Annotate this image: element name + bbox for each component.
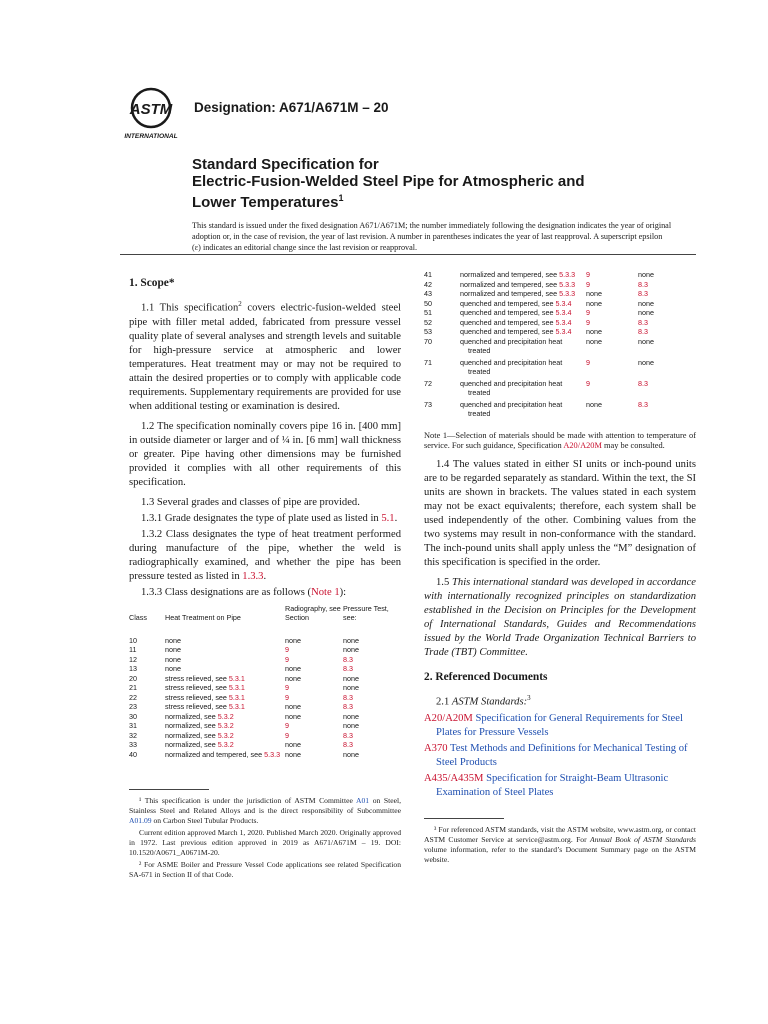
section-link[interactable]: 5.3.1: [228, 692, 245, 702]
title-line-3: Lower Temperatures$^1$: [192, 193, 344, 211]
radiography-cell[interactable]: 9: [285, 721, 289, 731]
heat-treatment-cell: quenched and tempered, see 5.3.4: [460, 308, 572, 317]
heat-treatment-continuation: treated: [468, 346, 491, 355]
pressure-test-cell[interactable]: 8.3: [343, 740, 353, 750]
pressure-test-cell: none: [638, 298, 654, 308]
class-designation-table-continued: [424, 270, 696, 421]
table-row: [424, 289, 696, 299]
class-cell: 42: [424, 279, 432, 289]
radiography-cell: none: [586, 327, 602, 336]
class-cell: 31: [129, 721, 137, 731]
pressure-test-cell: none: [638, 336, 654, 346]
paragraph-1-5: 1.5 This international standard was developed in accordance with internationally recognized principles on standardization established in the Decision on Principles for the Development of International Standards, Guides and Recommendations issued by the World Trade Organization Technical Barriers to Trade (TBT) Committee.: [424, 576, 697, 658]
class-cell: 11: [129, 645, 137, 655]
heat-treatment-cell: quenched and tempered, see 5.3.4: [460, 317, 572, 327]
document-title: [192, 156, 632, 211]
radiography-cell[interactable]: 9: [586, 378, 590, 388]
paragraph-1-3: 1.3 Several grades and classes of pipe are provided.: [141, 496, 360, 508]
heat-treatment-cell: none: [165, 635, 181, 645]
heat-treatment-cell: quenched and precipitation heat treated: [454, 358, 586, 379]
table-row: [424, 400, 696, 421]
paragraph-1-3-3: 1.3.3 Class designations are as follows (Note 1):: [141, 586, 347, 598]
class-cell: 40: [129, 749, 137, 759]
paragraph-1-4: 1.4 The values stated in either SI units or inch-pound units are to be regarded separately as standard. Within the text, the SI units are shown in brackets. The values stated in each system may not be exact equivalents; therefore, each system shall be used independently of the other. Combining values from the two systems may result in non-conformance with the standard. The inch-pound units shall apply unless the “M” designation of this specification is specified in the order.: [424, 458, 696, 568]
pressure-test-cell: none: [638, 270, 654, 279]
class-designation-table: [129, 604, 401, 760]
pressure-test-cell: none: [638, 357, 654, 367]
class-cell: 12: [129, 654, 137, 664]
left-column: [129, 276, 401, 882]
title-line-1: Standard Specification for: [192, 156, 379, 173]
footnote-3: ³ For referenced ASTM standards, visit the ASTM website, www.astm.org, or contact ASTM Customer Service at service@astm.org. For Annual Book of ASTM Standards volume information, refer to the standard’s Document Summary page on the ASTM website.: [424, 825, 697, 865]
document-title[interactable]: Specification for Straight-Beam Ultrasonic Examination of Steel Plates: [436, 773, 669, 799]
class-cell: 13: [129, 664, 137, 674]
class-cell: 52: [424, 317, 432, 327]
heat-treatment-continuation: treated: [468, 367, 491, 376]
radiography-cell: none: [285, 635, 301, 645]
paragraph-1-3-2: 1.3.2 Class designates the type of heat treatment performed during manufacture of the pipe, whether the weld is radiographically examined, and whether the pipe has been pressure tested as listed in 1.3.3.: [129, 528, 401, 582]
table-row: [129, 750, 401, 760]
table-row: [424, 337, 696, 358]
heat-treatment-cell: stress relieved, see 5.3.1: [165, 683, 245, 693]
link-5-1[interactable]: 5.1: [381, 512, 395, 524]
pressure-test-cell: none: [343, 635, 359, 645]
svg-text:INTERNATIONAL: INTERNATIONAL: [124, 133, 178, 140]
pressure-test-cell[interactable]: 8.3: [638, 378, 648, 388]
radiography-cell: none: [285, 702, 301, 712]
table-header-heat-treatment: Heat Treatment on Pipe: [165, 613, 241, 623]
table-row: [129, 731, 401, 741]
header-divider: [120, 254, 696, 255]
class-cell: 10: [129, 635, 137, 645]
class-cell: 51: [424, 308, 432, 317]
section-link[interactable]: 5.3.4: [555, 308, 572, 317]
table-row: [129, 712, 401, 722]
table-row: [424, 308, 696, 318]
table-row: [129, 645, 401, 655]
class-cell: 70: [424, 336, 432, 346]
heat-treatment-cell: normalized, see 5.3.2: [165, 730, 234, 740]
svg-text:ASTM: ASTM: [129, 101, 173, 118]
paragraph-1-2: 1.2 The specification nominally covers pipe 16 in. [400 mm] in outside diameter or larger and of ¼ in. [6 mm] wall thickness or greater. Pipe having other dimensions may be furnished provided it complies with all other requirements of this specification.: [129, 420, 401, 488]
pressure-test-cell: none: [343, 673, 359, 683]
section-link[interactable]: 5.3.4: [555, 298, 572, 308]
table-header-pressure-test: Pressure Test, see:: [343, 603, 389, 623]
section-heading-referenced-documents: 2. Referenced Documents: [424, 670, 548, 683]
heat-treatment-cell: quenched and precipitation heat treated: [454, 379, 586, 400]
section-link[interactable]: 5.3.1: [228, 683, 245, 693]
footnote-2: ² For ASME Boiler and Pressure Vessel Code applications see related Specification SA-671 in Section II of that Code.: [129, 860, 401, 880]
referenced-document-item[interactable]: [424, 772, 696, 800]
table-header-class: Class: [129, 613, 147, 623]
link-1-3-3[interactable]: 1.3.3: [242, 570, 264, 582]
pressure-test-cell: none: [343, 645, 359, 655]
class-cell: 32: [129, 730, 137, 740]
radiography-cell: none: [285, 664, 301, 674]
section-heading-scope: 1. Scope*: [129, 277, 175, 289]
radiography-cell: none: [285, 673, 301, 683]
pressure-test-cell[interactable]: 8.3: [638, 289, 648, 298]
section-link[interactable]: 5.3.1: [228, 702, 245, 712]
class-cell: 71: [424, 357, 432, 367]
document-title[interactable]: Test Methods and Definitions for Mechanical Testing of Steel Products: [436, 743, 688, 769]
class-cell: 41: [424, 270, 432, 279]
class-cell: 43: [424, 289, 432, 298]
heat-treatment-cell: stress relieved, see 5.3.1: [165, 673, 245, 683]
radiography-cell[interactable]: 9: [285, 692, 289, 702]
class-cell: 53: [424, 327, 432, 336]
heat-treatment-continuation: treated: [468, 409, 491, 418]
pressure-test-cell: none: [343, 683, 359, 693]
table-row: [424, 358, 696, 379]
table-row: [129, 664, 401, 674]
heat-treatment-cell: normalized, see 5.3.2: [165, 721, 234, 731]
section-link[interactable]: 5.3.1: [228, 673, 245, 683]
title-line-2: Electric-Fusion-Welded Steel Pipe for Atmospheric and: [192, 173, 585, 190]
pressure-test-cell: none: [343, 711, 359, 721]
section-link[interactable]: 5.3.3: [559, 289, 576, 298]
section-link[interactable]: 5.3.3: [559, 279, 576, 289]
heat-treatment-cell: quenched and tempered, see 5.3.4: [460, 327, 572, 336]
radiography-cell: none: [285, 711, 301, 721]
class-cell: 33: [129, 740, 137, 750]
heat-treatment-cell: normalized, see 5.3.2: [165, 740, 234, 750]
heat-treatment-cell: normalized and tempered, see 5.3.3: [460, 270, 576, 279]
footnote-1: ¹ This specification is under the jurisdiction of ASTM Committee A01 on Steel, Stainless Steel and Related Alloys and is the direct responsibility of Subcommittee A01.09 on Carbon Steel Tubular Products.: [129, 796, 401, 826]
pressure-test-cell[interactable]: 8.3: [343, 702, 353, 712]
table-row: [424, 327, 696, 337]
table-row: [129, 683, 401, 693]
section-link[interactable]: 5.3.2: [217, 721, 234, 731]
class-cell: 22: [129, 692, 137, 702]
pressure-test-cell: none: [638, 308, 654, 317]
document-code[interactable]: A435/A435M: [424, 773, 484, 785]
pressure-test-cell[interactable]: 8.3: [343, 664, 353, 674]
section-link[interactable]: 5.3.3: [559, 270, 576, 279]
pressure-test-cell[interactable]: 8.3: [638, 317, 648, 327]
radiography-cell: none: [586, 298, 602, 308]
section-link[interactable]: 5.3.3: [264, 749, 281, 759]
class-cell: 30: [129, 711, 137, 721]
section-link[interactable]: 5.3.2: [217, 711, 234, 721]
paragraph-2-1: 2.1 ASTM Standards:$^3$: [436, 693, 531, 708]
table-row: [129, 636, 401, 646]
class-cell: 50: [424, 298, 432, 308]
footnote-1-edition: Current edition approved March 1, 2020. Published March 2020. Originally approved in 1972. Last previous edition approved in 2019 as A671/A671M – 19. DOI: 10.1520/A0671_A0671M-20.: [129, 828, 401, 858]
radiography-cell[interactable]: 9: [586, 317, 590, 327]
radiography-cell[interactable]: 9: [586, 308, 590, 317]
table-row: [129, 693, 401, 703]
paragraph-1-1: 1.1 This specification$^2$ covers electric-fusion-welded steel pipe with filler metal added, fabricated from pressure vessel quality plate of several analyses and strength levels and suitable for high-pressure service at atmospheric and lower temperatures. Heat treatment may or may not be required to attain the desired properties or to comply with applicable code requirements. Supplementary requirements are provided for use when additional testing or examination is desired.: [129, 300, 401, 412]
referenced-document-item[interactable]: [424, 712, 696, 740]
heat-treatment-cell: stress relieved, see 5.3.1: [165, 702, 245, 712]
table-row: [129, 702, 401, 712]
radiography-cell: none: [285, 740, 301, 750]
link-a01-09[interactable]: A01.09: [129, 816, 152, 826]
section-link[interactable]: 5.3.2: [217, 730, 234, 740]
pressure-test-cell[interactable]: 8.3: [638, 279, 648, 289]
table-header-radiography: Radiography, see Section: [285, 603, 341, 623]
class-cell: 20: [129, 673, 137, 683]
table-row: [424, 270, 696, 280]
heat-treatment-continuation: treated: [468, 388, 491, 397]
pressure-test-cell[interactable]: 8.3: [638, 327, 648, 336]
pressure-test-cell[interactable]: 8.3: [638, 399, 648, 409]
table-row: [424, 280, 696, 290]
pressure-test-cell[interactable]: 8.3: [343, 654, 353, 664]
designation: Designation: A671/A671M – 20: [194, 100, 389, 115]
referenced-document-item[interactable]: [424, 742, 696, 770]
document-title[interactable]: Specification for General Requirements for Steel Plates for Pressure Vessels: [436, 713, 683, 739]
class-cell: 23: [129, 702, 137, 712]
radiography-cell[interactable]: 9: [285, 730, 289, 740]
radiography-cell: none: [285, 749, 301, 759]
radiography-cell: none: [586, 399, 602, 409]
intro-paragraph: This standard is issued under the fixed designation A671/A671M; the number immediately following the designation indicates the year of original adoption or, in the case of revision, the year of last revision. A number in parentheses indicates the year of last reapproval. A superscript epsilon (ε) indicates an editorial change since the last revision or reapproval.: [192, 221, 672, 252]
heat-treatment-cell: quenched and precipitation heat treated: [454, 337, 586, 358]
radiography-cell[interactable]: 9: [586, 270, 590, 279]
table-row: [129, 655, 401, 665]
heat-treatment-cell: normalized and tempered, see 5.3.3: [460, 279, 576, 289]
section-link[interactable]: 5.3.2: [217, 740, 234, 750]
class-cell: 21: [129, 683, 137, 693]
note-1: Note 1—Selection of materials should be made with attention to temperature of service. For such guidance, Specification A20/A20M may be consulted.: [424, 430, 696, 450]
radiography-cell[interactable]: 9: [285, 654, 289, 664]
radiography-cell: none: [586, 336, 602, 346]
table-row: [129, 674, 401, 684]
radiography-cell[interactable]: 9: [586, 357, 590, 367]
heat-treatment-cell: none: [165, 664, 181, 674]
heat-treatment-cell: normalized, see 5.3.2: [165, 711, 234, 721]
pressure-test-cell[interactable]: 8.3: [343, 692, 353, 702]
radiography-cell[interactable]: 9: [285, 645, 289, 655]
document-code[interactable]: A370: [424, 743, 448, 755]
pressure-test-cell: none: [343, 749, 359, 759]
footnote-divider-right: [424, 818, 504, 819]
radiography-cell[interactable]: 9: [285, 683, 289, 693]
paragraph-1-3-1: 1.3.1 Grade designates the type of plate used as listed in 5.1.: [141, 512, 398, 524]
heat-treatment-cell: none: [165, 645, 181, 655]
heat-treatment-cell: normalized and tempered, see 5.3.3: [165, 749, 281, 759]
table-row: [424, 299, 696, 309]
pressure-test-cell: none: [343, 721, 359, 731]
link-note-1[interactable]: Note 1: [311, 586, 340, 598]
astm-logo-icon: [120, 86, 186, 142]
document-code[interactable]: A20/A20M: [424, 713, 473, 725]
heat-treatment-cell: quenched and tempered, see 5.3.4: [460, 298, 572, 308]
link-a01[interactable]: A01: [356, 796, 370, 806]
right-column: [424, 270, 697, 867]
heat-treatment-cell: none: [165, 654, 181, 664]
radiography-cell: none: [586, 289, 602, 298]
table-row: [129, 740, 401, 750]
heat-treatment-cell: normalized and tempered, see 5.3.3: [460, 289, 576, 298]
heat-treatment-cell: quenched and precipitation heat treated: [454, 400, 586, 421]
class-cell: 72: [424, 378, 432, 388]
referenced-documents-list: [424, 712, 696, 800]
link-a20[interactable]: A20/A20M: [563, 441, 602, 450]
pressure-test-cell[interactable]: 8.3: [343, 730, 353, 740]
table-row: [424, 318, 696, 328]
table-row: [129, 721, 401, 731]
section-link[interactable]: 5.3.4: [555, 327, 572, 336]
heat-treatment-cell: stress relieved, see 5.3.1: [165, 692, 245, 702]
table-row: [424, 379, 696, 400]
footnote-divider: [129, 789, 209, 790]
radiography-cell[interactable]: 9: [586, 279, 590, 289]
class-cell: 73: [424, 399, 432, 409]
section-link[interactable]: 5.3.4: [555, 317, 572, 327]
